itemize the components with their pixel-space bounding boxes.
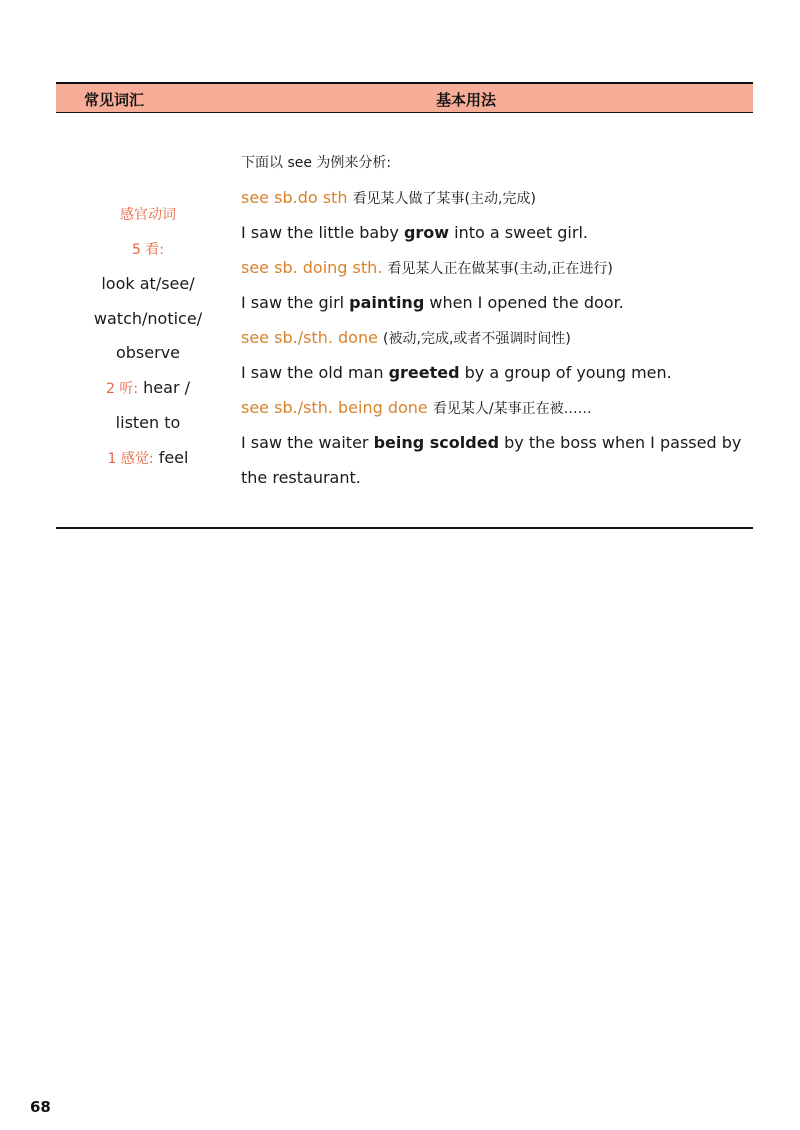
feel-line [56,441,240,477]
header-vocab: 常见词汇 [84,91,145,109]
example-3-c: by a group of young men. [459,363,672,382]
example-1-a: I saw the little baby [241,223,404,242]
example-4-keyword: being scolded [373,433,500,452]
pattern-4-meaning: 看见某人/某事正在被…… [432,400,592,417]
example-4-c: by the boss when I passed by [499,433,742,452]
page-number: 68 [30,1098,51,1116]
pattern-1-meaning: 看见某人做了某事(主动,完成) [352,190,536,207]
usage-column [241,146,751,495]
example-2-keyword: painting [349,293,425,312]
pattern-3-meaning: (被动,完成,或者不强调时间性) [383,330,571,347]
pattern-4-form: see sb./sth. being done [241,397,428,417]
example-2 [241,286,751,321]
example-4-continued: the restaurant. [241,467,361,487]
example-2-c: when I opened the door. [424,293,624,312]
vocab-column [56,198,240,476]
example-4-a: I saw the waiter [241,433,374,452]
see-words-2: watch/notice/ [93,308,203,328]
hear-line [56,371,240,407]
hear-words-2: listen to [115,413,181,432]
header-usage: 基本用法 [436,91,497,109]
pattern-2-meaning: 看见某人正在做某事(主动,正在进行) [387,260,613,277]
pattern-2-form: see sb. doing sth. [241,257,383,277]
example-1 [241,216,751,251]
table-bottom-rule [56,527,753,529]
example-3-keyword: greeted [388,363,460,382]
intro-line: 下面以 see 为例来分析: [241,155,392,171]
example-2-a: I saw the girl [241,293,350,312]
example-3-a: I saw the old man [241,363,389,382]
see-words-3: observe [115,343,180,362]
example-4 [241,426,751,461]
pattern-4 [241,391,751,427]
feel-word: feel [158,447,189,467]
pattern-3-form: see sb./sth. done [241,327,378,347]
example-1-keyword: grow [403,223,450,242]
pattern-1-form: see sb.do sth [241,187,348,207]
feel-label: 1 感觉: [107,450,154,467]
pattern-2 [241,251,751,287]
example-1-c: into a sweet girl. [449,223,588,242]
see-label: 5 看: [131,241,165,258]
pattern-3 [241,321,751,357]
category-label: 感官动词 [120,207,176,223]
pattern-1 [241,181,751,217]
hear-words-1: hear / [143,377,190,397]
hear-label: 2 听: [105,380,139,397]
example-3 [241,356,751,391]
see-words-1: look at/see/ [101,274,195,293]
table-header [56,82,753,113]
